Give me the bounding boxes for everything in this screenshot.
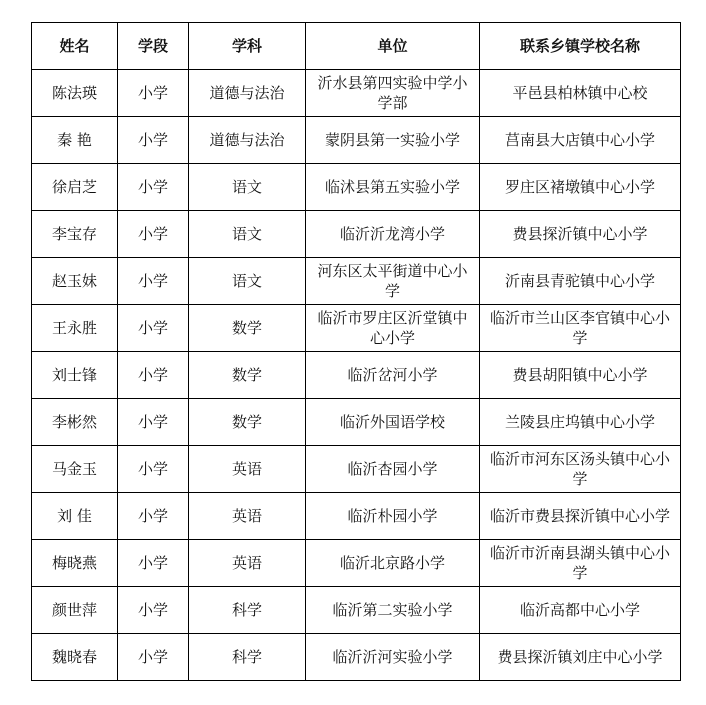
cell-subject: 语文 [189,211,306,258]
cell-level: 小学 [118,305,189,352]
cell-unit: 临沂沂河实验小学 [306,634,480,681]
header-unit: 单位 [306,23,480,70]
cell-unit: 临沂北京路小学 [306,540,480,587]
cell-contact-school: 费县胡阳镇中心小学 [480,352,681,399]
cell-level: 小学 [118,446,189,493]
cell-name: 刘 佳 [32,493,118,540]
cell-unit: 临沂岔河小学 [306,352,480,399]
cell-contact-school: 费县探沂镇中心小学 [480,211,681,258]
cell-name: 颜世萍 [32,587,118,634]
cell-name: 李宝存 [32,211,118,258]
cell-contact-school: 费县探沂镇刘庄中心小学 [480,634,681,681]
cell-subject: 英语 [189,540,306,587]
cell-subject: 英语 [189,493,306,540]
cell-subject: 道德与法治 [189,70,306,117]
teacher-roster-table [31,22,681,681]
table-row [32,352,681,399]
header-name: 姓名 [32,23,118,70]
cell-name: 赵玉妹 [32,258,118,305]
cell-subject: 道德与法治 [189,117,306,164]
cell-level: 小学 [118,587,189,634]
cell-name: 梅晓燕 [32,540,118,587]
header-contact-school: 联系乡镇学校名称 [480,23,681,70]
table-row [32,211,681,258]
cell-unit: 临沂外国语学校 [306,399,480,446]
cell-name: 刘士锋 [32,352,118,399]
cell-name: 马金玉 [32,446,118,493]
cell-subject: 科学 [189,634,306,681]
table-row [32,540,681,587]
cell-contact-school: 莒南县大店镇中心小学 [480,117,681,164]
cell-subject: 英语 [189,446,306,493]
table-row [32,164,681,211]
cell-level: 小学 [118,164,189,211]
cell-subject: 数学 [189,305,306,352]
cell-subject: 数学 [189,399,306,446]
cell-level: 小学 [118,634,189,681]
cell-contact-school: 临沂高都中心小学 [480,587,681,634]
table-row [32,587,681,634]
table-row [32,493,681,540]
header-level: 学段 [118,23,189,70]
cell-level: 小学 [118,352,189,399]
cell-level: 小学 [118,540,189,587]
table-row [32,634,681,681]
cell-name: 徐启芝 [32,164,118,211]
cell-name: 魏晓春 [32,634,118,681]
cell-name: 秦 艳 [32,117,118,164]
cell-name: 王永胜 [32,305,118,352]
table-row [32,446,681,493]
cell-subject: 语文 [189,258,306,305]
table-row [32,399,681,446]
table-row [32,258,681,305]
cell-unit: 临沂杏园小学 [306,446,480,493]
table-row [32,70,681,117]
table-row [32,305,681,352]
cell-level: 小学 [118,117,189,164]
cell-subject: 科学 [189,587,306,634]
cell-contact-school: 临沂市兰山区李官镇中心小学 [480,305,681,352]
cell-contact-school: 临沂市沂南县湖头镇中心小学 [480,540,681,587]
cell-unit: 临沂朴园小学 [306,493,480,540]
table-row [32,117,681,164]
cell-level: 小学 [118,258,189,305]
cell-contact-school: 罗庄区褚墩镇中心小学 [480,164,681,211]
cell-contact-school: 临沂市费县探沂镇中心小学 [480,493,681,540]
cell-subject: 语文 [189,164,306,211]
header-subject: 学科 [189,23,306,70]
cell-contact-school: 临沂市河东区汤头镇中心小学 [480,446,681,493]
cell-level: 小学 [118,493,189,540]
cell-unit: 河东区太平街道中心小学 [306,258,480,305]
cell-level: 小学 [118,399,189,446]
table-header-row [32,23,681,70]
cell-level: 小学 [118,70,189,117]
cell-unit: 沂水县第四实验中学小学部 [306,70,480,117]
cell-contact-school: 平邑县柏林镇中心校 [480,70,681,117]
cell-unit: 蒙阴县第一实验小学 [306,117,480,164]
cell-contact-school: 沂南县青驼镇中心小学 [480,258,681,305]
cell-name: 李彬然 [32,399,118,446]
cell-level: 小学 [118,211,189,258]
cell-subject: 数学 [189,352,306,399]
cell-unit: 临沭县第五实验小学 [306,164,480,211]
cell-unit: 临沂市罗庄区沂堂镇中心小学 [306,305,480,352]
table-body [32,70,681,681]
cell-name: 陈法瑛 [32,70,118,117]
cell-unit: 临沂第二实验小学 [306,587,480,634]
cell-unit: 临沂沂龙湾小学 [306,211,480,258]
cell-contact-school: 兰陵县庄坞镇中心小学 [480,399,681,446]
